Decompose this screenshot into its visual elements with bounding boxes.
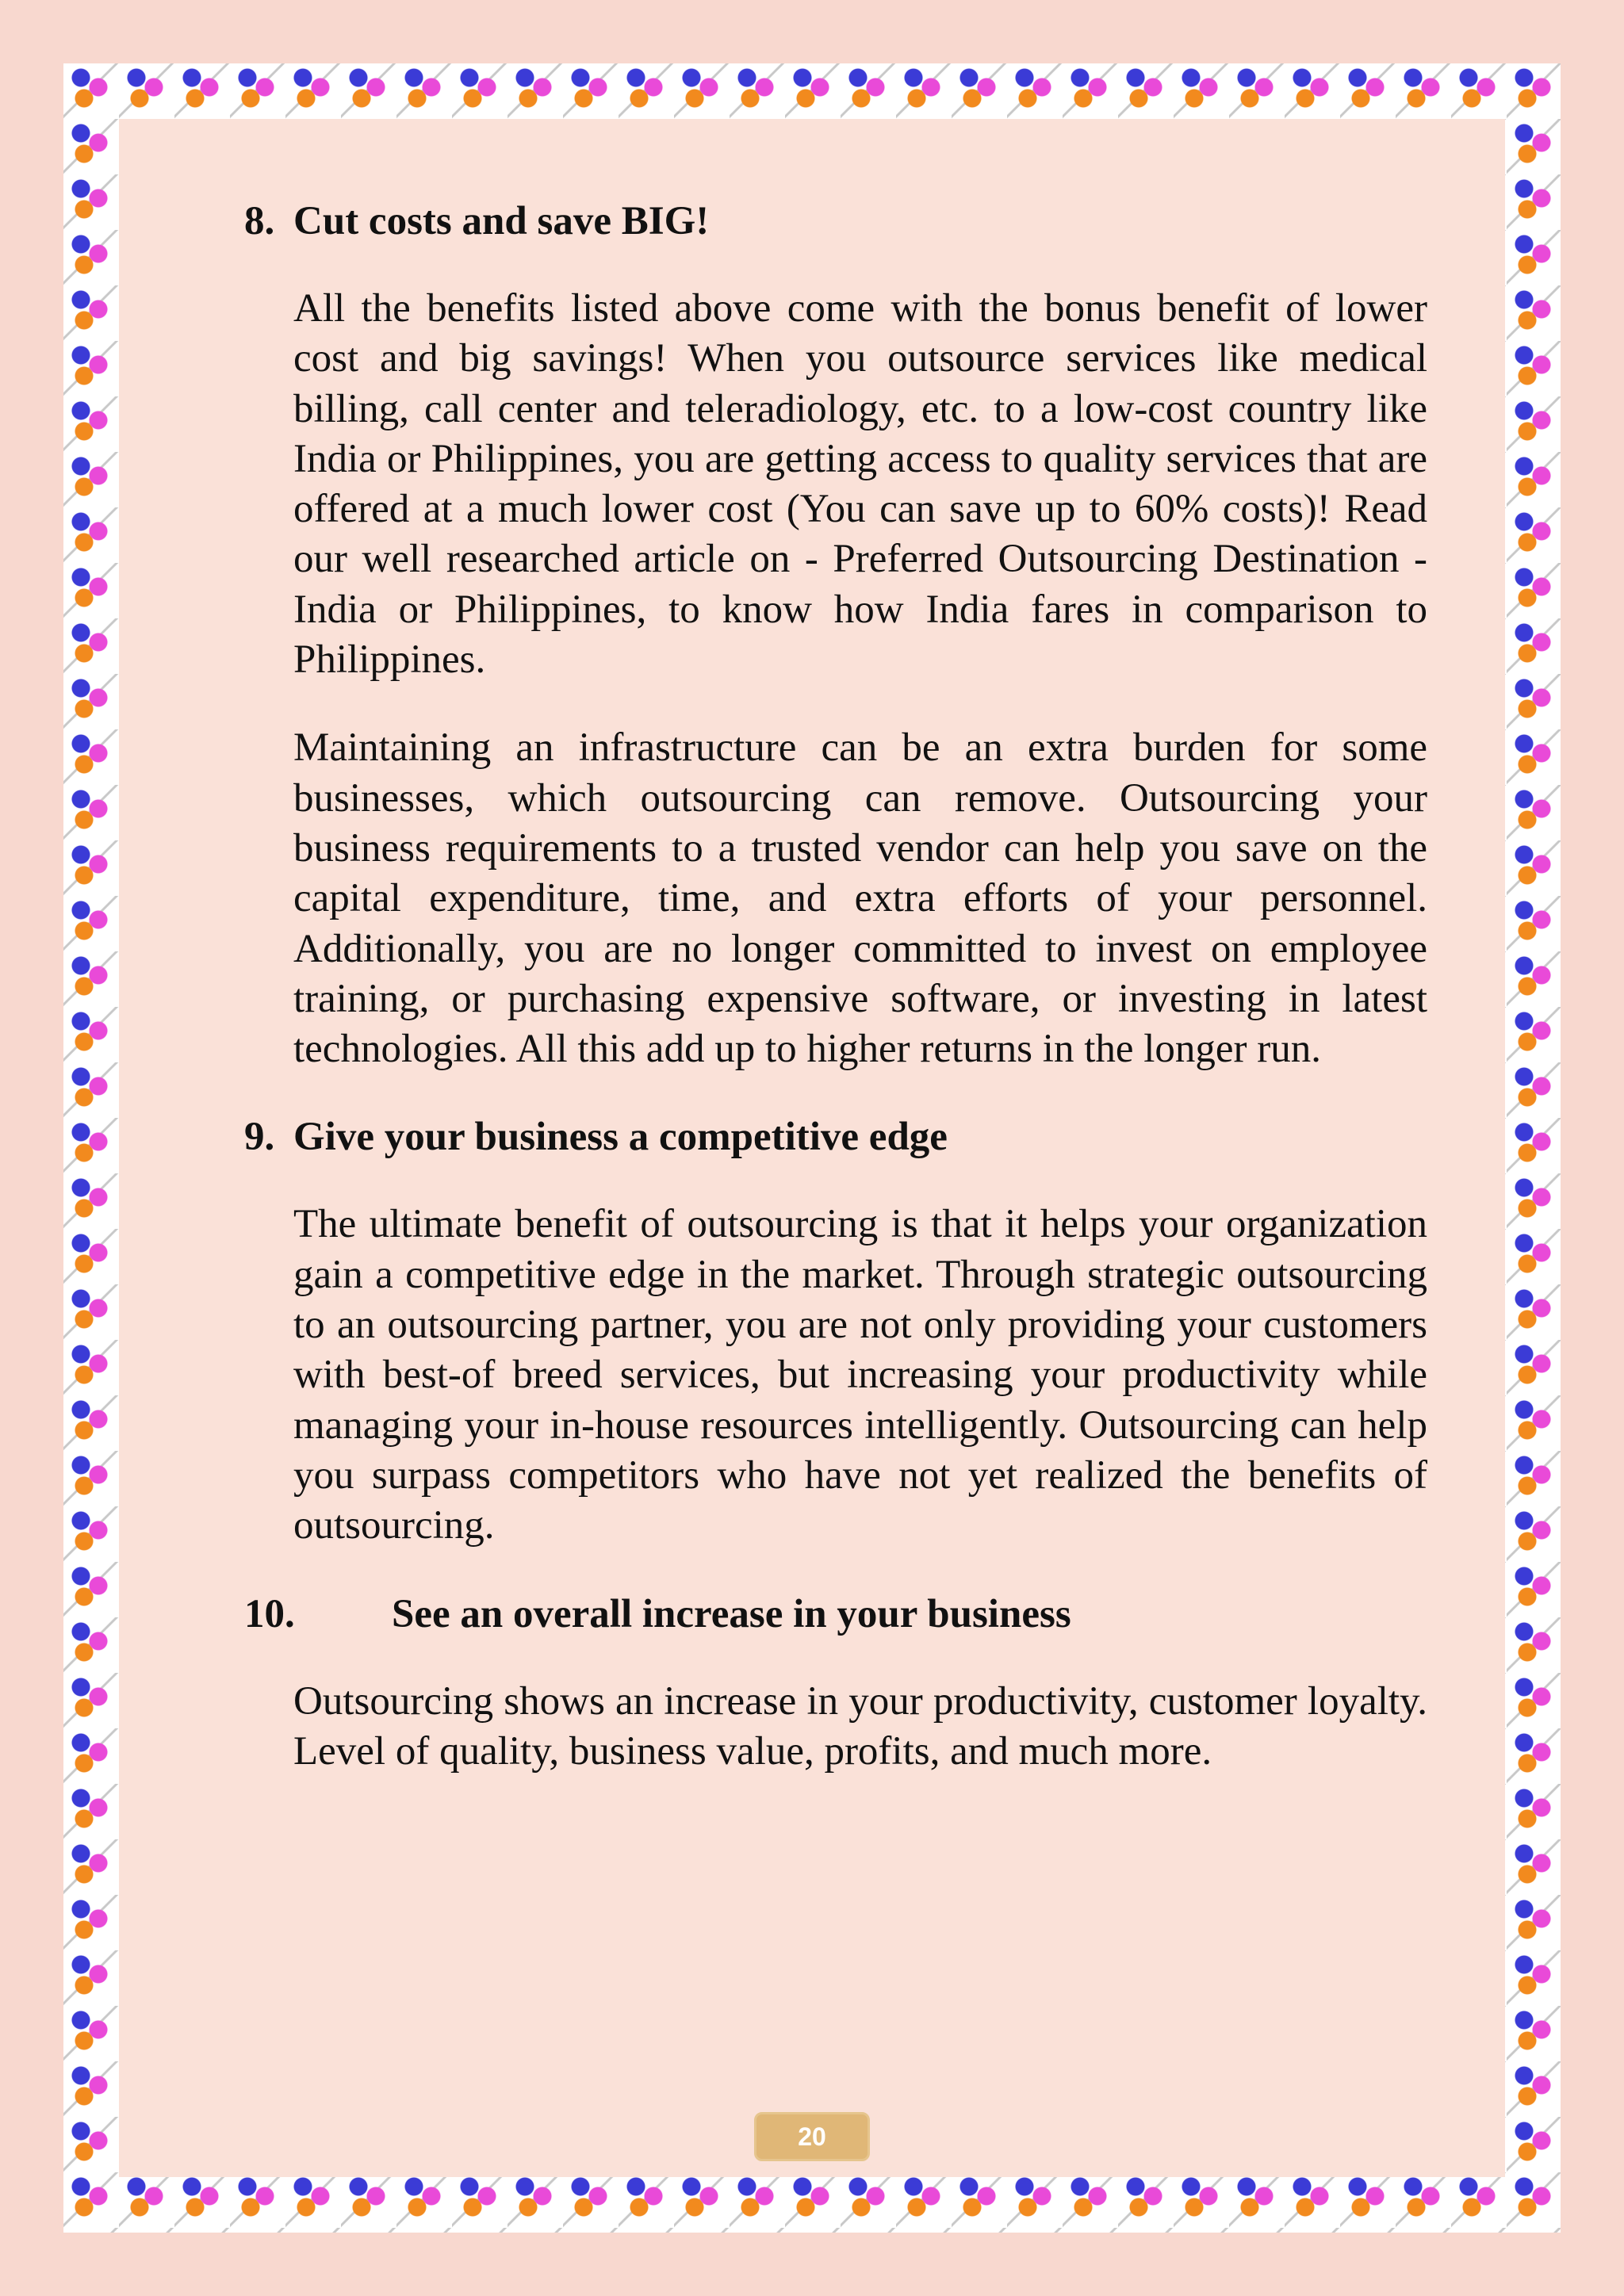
document-body [244,197,1427,1815]
section-10-heading [244,1590,1427,1639]
paragraph: The ultimate benefit of outsourcing is that it helps your organization gain a competitive edge in the market. Through strategic outsourcing to an outsourcing partner, you are not only providing your customers with best-of breed services, but increasing your productivity while managing your in-house resources intelligently. Outsourcing can help you surpass competitors who have not yet realized the benefits of outsourcing. [293,1202,1427,1548]
paragraph: Outsourcing shows an increase in your productivity, customer loyalty. Level of quality, business value, profits, and much more. [293,1678,1427,1774]
section-title: See an overall increase in your business [392,1591,1071,1636]
section-number: 10. [244,1591,295,1636]
section-8-heading [244,197,1427,246]
section-number: 8. [244,199,275,243]
section-number: 9. [244,1115,275,1160]
section-title: Cut costs and save BIG! [293,199,710,243]
paragraph: All the benefits listed above come with the bonus benefit of lower cost and big savings! When you outsource services like medical billing, call center and teleradiology, etc. to a low-cost country like India or Philippines, you are getting access to quality services that are offered at a much lower cost (You can save up to 60% costs)! Read our well researched article on - Preferred Outsourcing Destination - India or Philippines, to know how India fares in comparison to Philippines. [293,286,1427,683]
paragraph: Maintaining an infrastructure can be an extra burden for some businesses, which outsourcing can remove. Outsourcing your business requirements to a trusted vendor can help you save on the capital expenditure, time, and extra efforts of your personnel. Additionally, you are no longer committed to invest on employee training, or purchasing expensive software, or investing in latest technologies. All this add up to higher returns in the longer run. [293,725,1427,1072]
page-number-badge: 20 [754,2112,870,2161]
section-9-heading [244,1112,1427,1161]
section-title: Give your business a competitive edge [293,1115,948,1160]
